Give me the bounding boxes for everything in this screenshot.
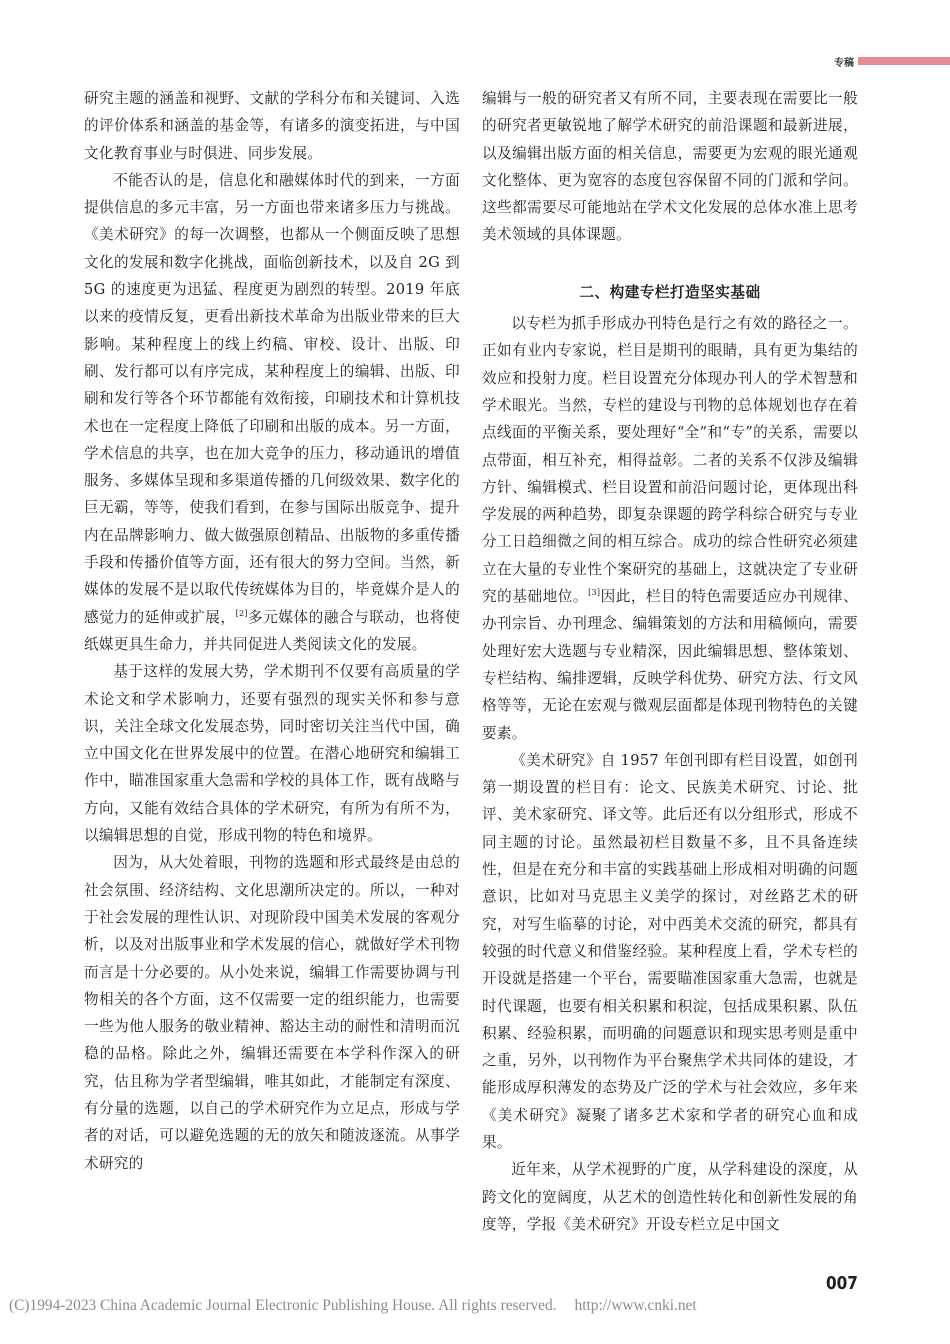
left-paragraph-2 [84, 167, 460, 658]
right-paragraph-4: 近年来，从学术视野的广度，从学科建设的深度，从跨文化的宽阔度，从艺术的创造性转化和创新性发展的角度等，学报《美术研究》开设专栏立足中国文 [482, 1161, 858, 1233]
section-heading: 二、构建专栏打造坚实基础 [579, 283, 761, 301]
left-paragraph-1: 研究主题的涵盖和视野、文献的学科分布和关键词、入选的评价体系和涵盖的基金等，有诸多的演变拓进，与中国文化教育事业与时俱进、同步发展。 [84, 90, 460, 162]
right-paragraph-3: 《美术研究》自 1957 年创刊即有栏目设置，如创刊第一期设置的栏目有：论文、民族美术研究、讨论、批评、美术家研究、译文等。此后还有以分组形式，形成不同主题的讨论。虽然最初栏目数量不多，且不具备连续性，但是在充分和丰富的实践基础上形成相对明确的问题意识，比如对马克思主义美学的探讨，对丝路艺术的研究，对写生临摹的讨论，对中西美术交流的研究，都具有较强的时代意义和借鉴经验。某种程度上看，学术专栏的开设就是搭建一个平台，需要瞄准国家重大急需，也就是时代课题，也要有相关积累和积淀，包括成果积累、队伍积累、经验积累，而明确的问题意识和现实思考则是重中之重，另外，以刊物作为平台聚焦学术共同体的建设，才能形成厚积薄发的态势及广泛的学术与社会效应，多年来《美术研究》凝聚了诸多艺术家和学者的研究心血和成果。 [482, 751, 858, 1151]
left-paragraph-3: 基于这样的发展大势，学术期刊不仅要有高质量的学术论文和学术影响力，还要有强烈的现实关怀和参与意识，关注全球文化发展态势，同时密切关注当代中国，确立中国文化在世界发展中的位置。在潜心地研究和编辑工作中，瞄准国家重大急需和学校的具体工作，既有战略与方向，又能有效结合具体的学术研究，有所为有所不为，以编辑思想的自觉，形成刊物的特色和境界。 [84, 663, 460, 845]
left-paragraph-2-text-b: 多元媒体的融合与联动，也将使纸媒更具生命力，并共同促进人类阅读文化的发展。 [84, 608, 460, 653]
right-paragraph-2 [482, 310, 858, 747]
page-number: 007 [826, 1273, 858, 1294]
citation-3: [3] [588, 588, 601, 598]
left-paragraph-4: 因为，从大处着眼，刊物的选题和形式最终是由总的社会氛围、经济结构、文化思潮所决定的。所以，一种对于社会发展的理性认识、对现阶段中国美术发展的客观分析，以及对出版事业和学术发展的信心，就做好学术刊物而言是十分必要的。从小处来说，编辑工作需要协调与刊物相关的各个方面，这不仅需要一定的组织能力，也需要一些为他人服务的敬业精神、豁达主动的耐性和清明而沉稳的品格。除此之外，编辑还需要在本学科作深入的研究，估且称为学者型编辑，唯其如此，才能制定有深度、有分量的选题，以自己的学术研究作为立足点，形成与学者的对话，可以避免选题的无的放矢和随波逐流。从事学术研究的 [84, 854, 460, 1172]
left-column [84, 85, 460, 1177]
copyright-footer [9, 1297, 697, 1315]
right-paragraph-2-text-b: 因此，栏目的特色需要适应办刊规律、办刊宗旨、办刊理念、编辑策划的方法和用稿倾向，需要处理好宏大选题与专业精深，因此编辑思想、整体策划、专栏结构、编排逻辑，反映学科优势、研究方法、行文风格等等，无论在宏观与微观层面都是体现刊物特色的关键要素。 [482, 588, 858, 742]
copyright-text: (C)1994-2023 China Academic Journal Electronic Publishing House. All rights reserved. [9, 1297, 557, 1314]
cnki-url: http://www.cnki.net [574, 1297, 697, 1314]
header-accent-bar [858, 57, 950, 65]
right-paragraph-2-text-a: 以专栏为抓手形成办刊特色是行之有效的路径之一。正如有业内专家说，栏目是期刊的眼睛，具有更为集结的效应和投射力度。栏目设置充分体现办刊人的学术智慧和学术眼光。当然，专栏的建设与刊物的总体规划也存在着点线面的平衡关系，要处理好“全”和“专”的关系，需要以点带面，相互补充，相得益彰。二者的关系不仅涉及编辑方针、编辑模式、栏目设置和前沿问题讨论，更体现出科学发展的两种趋势，即复杂课题的跨学科综合研究与专业分工日趋细微之间的相互综合。成功的综合性研究必须建立在大量的专业性个案研究的基础上，这就决定了专业研究的基础地位。 [482, 315, 858, 606]
section-label: 专稿 [834, 58, 854, 69]
right-paragraph-1: 编辑与一般的研究者又有所不同，主要表现在需要比一般的研究者更敏锐地了解学术研究的前沿课题和最新进展，以及编辑出版方面的相关信息，需要更为宏观的眼光通观文化整体、更为宽容的态度包容保留不同的门派和学问。这些都需要尽可能地站在学术文化发展的总体水准上思考美术领域的具体课题。 [482, 90, 858, 244]
right-column [482, 85, 858, 1238]
citation-2: [2] [235, 608, 248, 618]
left-paragraph-2-text-a: 不能否认的是，信息化和融媒体时代的到来，一方面提供信息的多元丰富，另一方面也带来诸多压力与挑战。《美术研究》的每一次调整，也都从一个侧面反映了思想文化的发展和数字化挑战，面临创新技术，以及自 2G 到 5G 的速度更为迅猛、程度更为剧烈的转型。2019 年底以来的疫情反复，更看出新技术革命为出版业带来的巨大影响。某种程度上的线上约稿、审校、设计、出版、印刷、发行都可以有序完成，某种程度上的编辑、出版、印刷和发行等各个环节都能有效衔接，印刷技术和计算机技术也在一定程度上降低了印刷和出版的成本。另一方面，学术信息的共享，也在加大竞争的压力，移动通讯的增值服务、多媒体呈现和多渠道传播的几何级效果、数字化的巨无霸，等等，使我们看到，在参与国际出版竞争、提升内在品牌影响力、做大做强原创精品、出版物的多重传播手段和传播价值等方面，还有很大的努力空间。当然，新媒体的发展不是以取代传统媒体为目的，毕竟媒介是人的感觉力的延伸或扩展， [84, 171, 460, 626]
